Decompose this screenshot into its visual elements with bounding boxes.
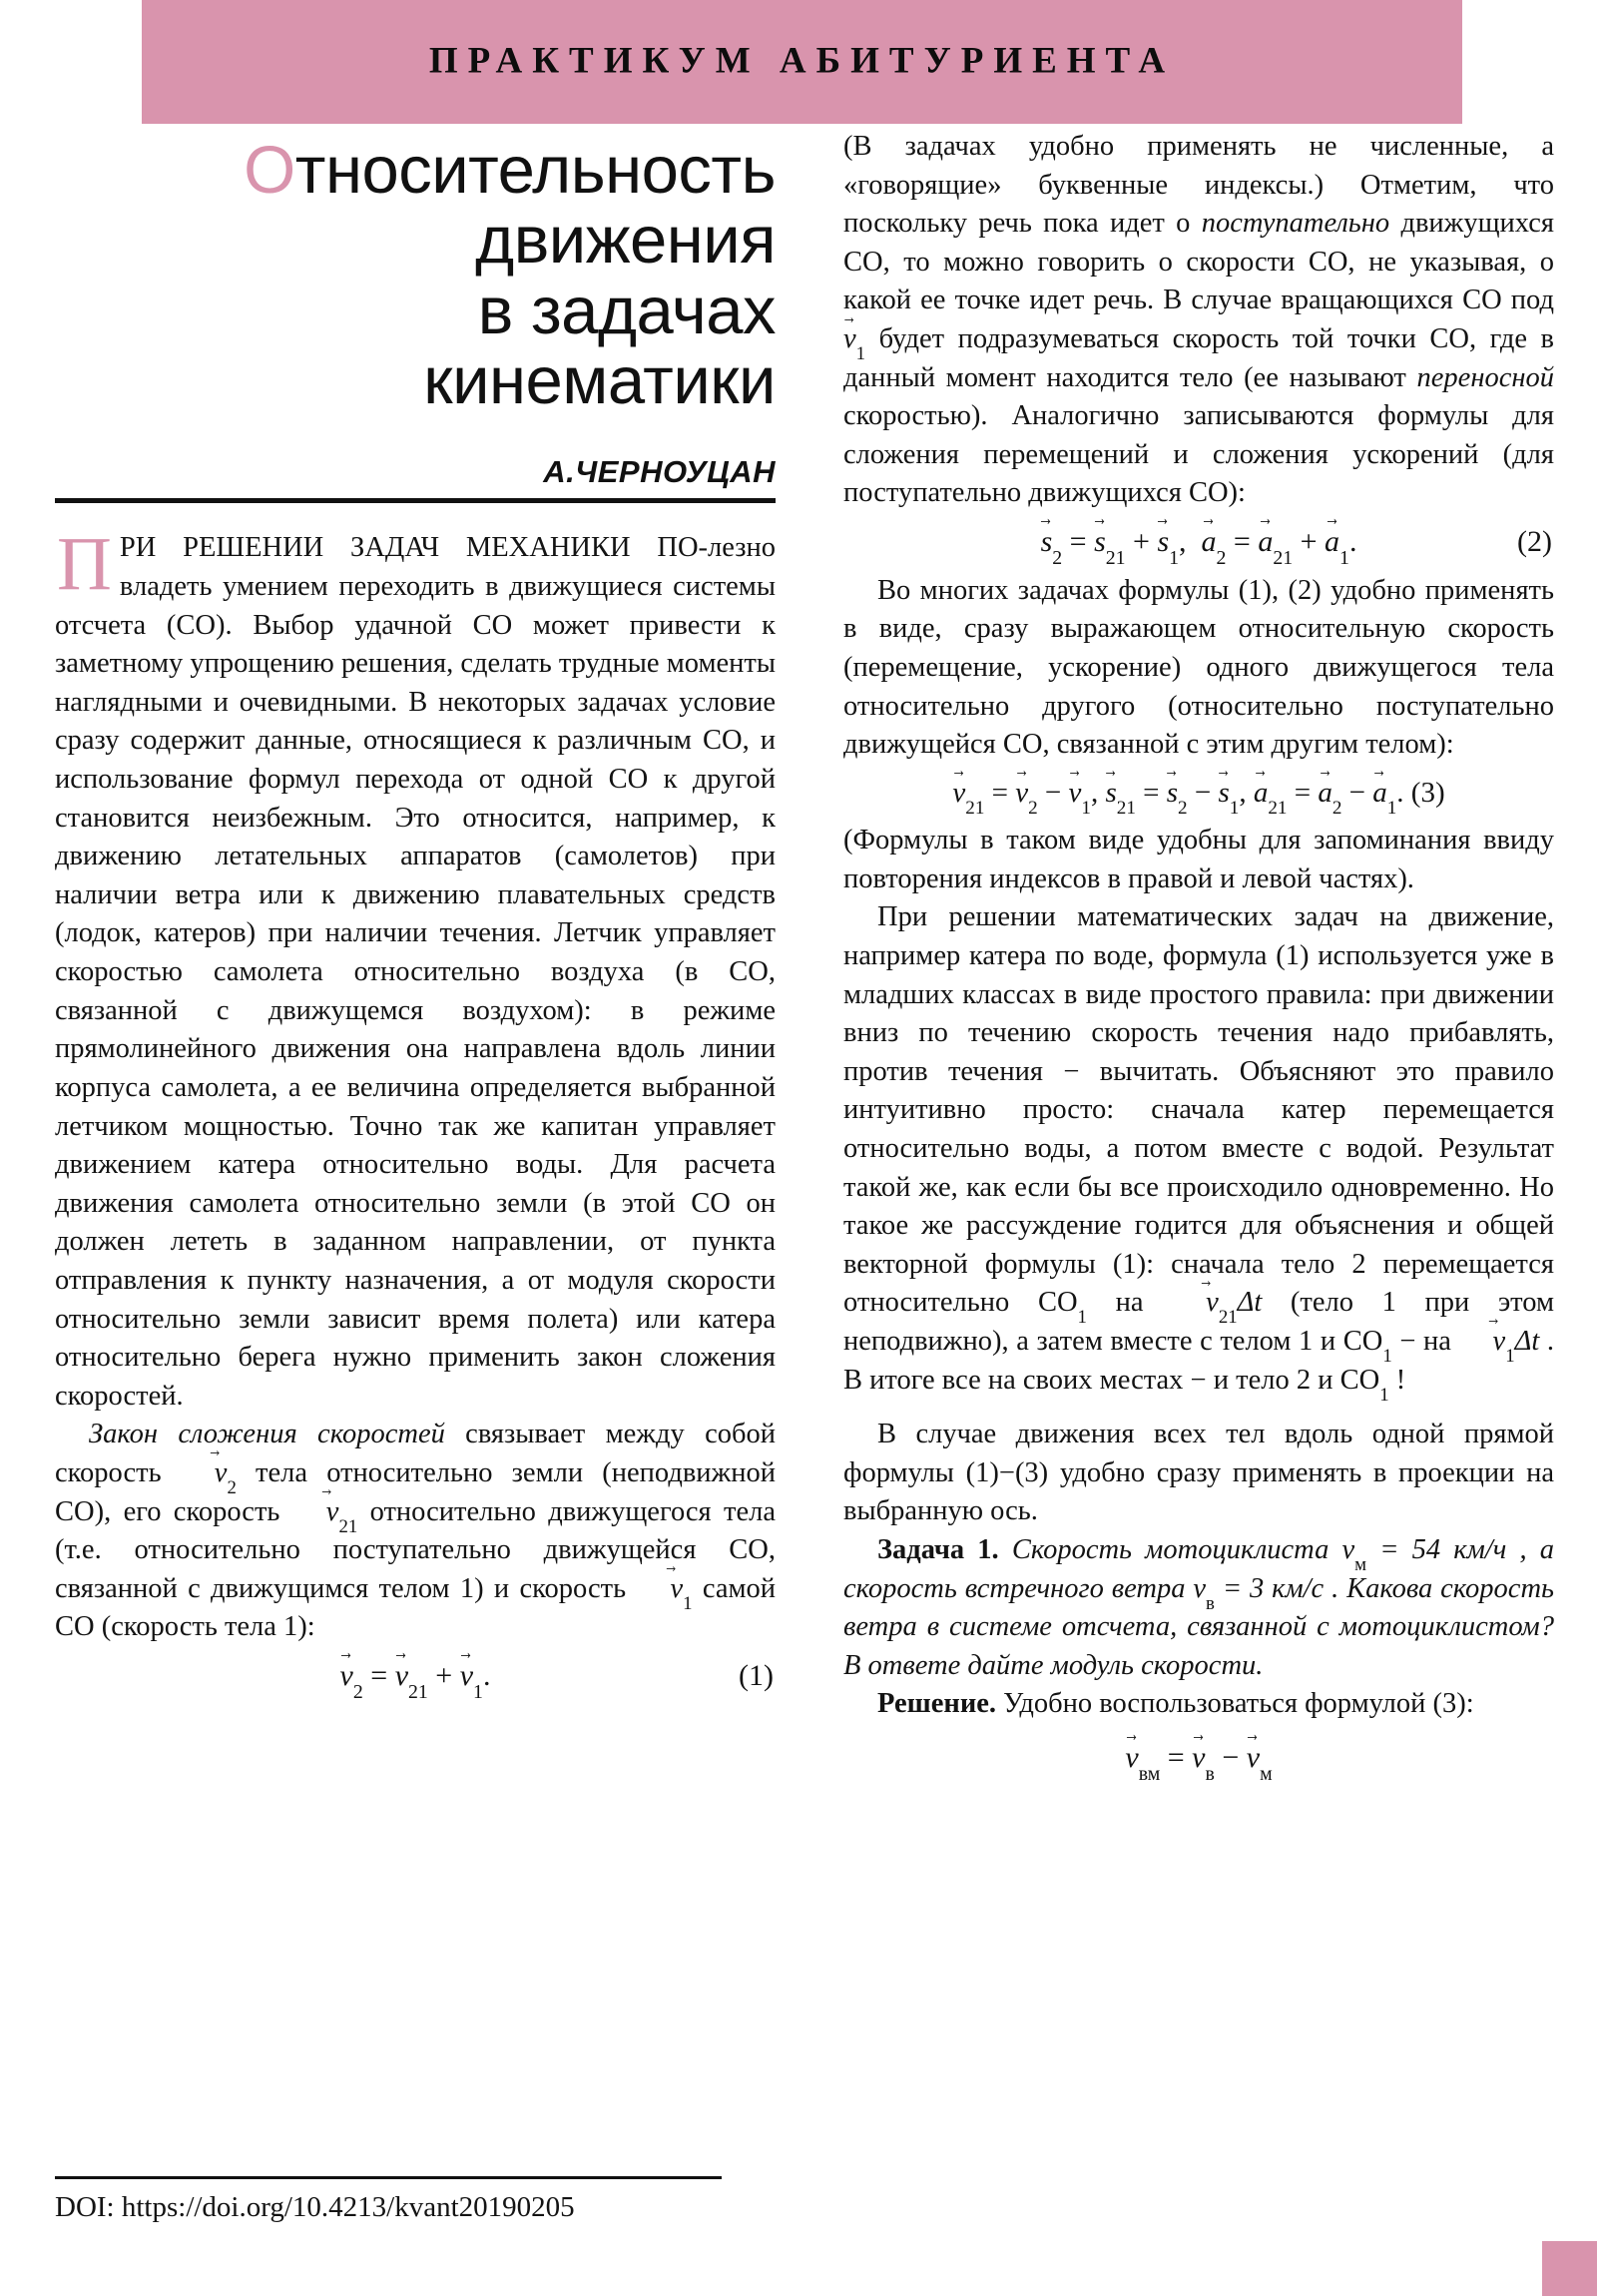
right-column-body xyxy=(843,128,1555,1785)
formula3-a2-symbol: a xyxy=(1318,776,1332,809)
solution-text: Удобно воспользоваться формулой (3): xyxy=(996,1688,1474,1720)
emphasis-translational: поступательно xyxy=(1201,208,1390,240)
formula1-period: . xyxy=(482,1659,491,1693)
formula3-a1-sub: 1 xyxy=(1386,797,1397,819)
author-name: А.ЧЕРНОУЦАН xyxy=(543,454,776,490)
formula1-term2 xyxy=(460,1656,473,1697)
vector-v21-dt xyxy=(1172,1284,1219,1323)
vector-v1-rotating-symbol: v xyxy=(843,323,856,355)
formula3-s1-symbol: s xyxy=(1218,776,1230,809)
formula1-plus: + xyxy=(435,1659,453,1693)
formula2-eq2: = xyxy=(1233,525,1251,559)
formula4-lhs-sub: вм xyxy=(1138,1762,1161,1785)
doi-label: DOI: xyxy=(55,2191,115,2223)
emphasis-law-name: Закон сложения скоростей xyxy=(89,1419,445,1450)
paragraph-problem-1 xyxy=(843,1531,1554,1685)
footer-doi xyxy=(55,2176,776,2224)
formula3-number: (3) xyxy=(1410,776,1445,809)
vector-v2-inline xyxy=(181,1454,228,1493)
formula1-lhs xyxy=(340,1656,353,1697)
left-column xyxy=(55,128,776,2254)
formula4-term2 xyxy=(1247,1738,1260,1779)
formula3-a1 xyxy=(1372,774,1387,813)
formula2-comma: , xyxy=(1179,525,1187,559)
vector-v1-sub: 1 xyxy=(683,1592,693,1614)
formula3-a21-symbol: a xyxy=(1253,776,1269,809)
para-r1-a: (В задачах удобно применять не численные, а «говорящие» буквенные индексы.) Отметим, что поскольку речь пока идет о xyxy=(843,131,1554,240)
formula3-a2-sub: 2 xyxy=(1331,797,1342,819)
formula3-period: . xyxy=(1396,776,1404,809)
formula4-term2-sub: м xyxy=(1260,1762,1273,1785)
vector-v1-dt-sub: 1 xyxy=(1505,1345,1515,1367)
problem-text-c: . Какова скорость ветра в системе отсчета, связанной с мотоциклистом? В ответе дайте модуль скорости. xyxy=(843,1572,1554,1681)
formula3-s21-symbol: s xyxy=(1105,776,1117,809)
para-r4-e: . В итоге все на своих местах − и тело 2 и xyxy=(843,1325,1554,1396)
formula3-v2-symbol: v xyxy=(1015,776,1029,809)
formula-4 xyxy=(843,1738,1554,1785)
formula3-s2 xyxy=(1167,774,1178,813)
vector-v1-symbol: v xyxy=(670,1572,684,1604)
formula-2 xyxy=(843,522,1554,569)
paragraph-intro-body: лезно владеть умением переходить в движущиеся системы отсчета (СО). Выбор удачной СО может привести к заметному упрощению решения, сделать трудные моменты наглядными и очевидными. В некоторых задачах условие сразу содержит данные, относящиеся к различным СО, и использование формул перехода от одной СО к другой становится неизбежным. Это относится, например, к движению летательных аппаратов (самолетов) при наличии ветра или к движению плавательных средств (лодок, катеров) при наличии течения. Летчик управляет скоростью самолета относительно воздуха (в СО, связанной с движущемся воздухом): в режиме прямолинейного движения она направлена вдоль линии корпуса самолета, а ее величина определяется выбранной летчиком мощностью. Точно так же капитан управляет движением катера относительно воды. Для расчета движения самолета относительно земли (в этой СО он должен лететь в заданном направлении, от пункта отправления к пункту назначения, а от модуля скорости относительно земли зависит время полета) или катера относительно берега нужно применить закон сложения скоростей. xyxy=(55,532,776,1412)
vector-v1-inline xyxy=(636,1570,683,1609)
formula3-minus1: − xyxy=(1044,776,1062,809)
corner-decoration xyxy=(1542,2241,1597,2296)
formula3-comma1: , xyxy=(1090,776,1099,809)
formula4-term1-sub: в xyxy=(1205,1762,1215,1785)
paragraph-relative-form: Во многих задачах формулы (1), (2) удобно применять в виде, сразу выражающем относительную скорость (перемещение, ускорение) одного движущегося тела относительно другого (относительно поступательно движущейся СО, связанной с этим другим телом): xyxy=(843,574,1554,761)
formula2-s21-sub: 21 xyxy=(1105,546,1126,569)
formula3-s2-sub: 2 xyxy=(1178,797,1188,819)
vector-v2-sub: 2 xyxy=(227,1476,237,1498)
formula1-term2-symbol: v xyxy=(459,1659,474,1693)
formula4-minus: − xyxy=(1222,1741,1240,1775)
paragraph-intro-lead: РИ РЕШЕНИИ ЗАДАЧ МЕХАНИКИ ПО- xyxy=(119,532,709,564)
formula4-term1-symbol: v xyxy=(1192,1741,1206,1775)
formula2-a1-sub: 1 xyxy=(1339,546,1349,569)
formula1-term2-sub: 1 xyxy=(473,1680,483,1703)
formula3-s2-symbol: s xyxy=(1166,776,1179,809)
paragraph-velocity-law xyxy=(55,1416,776,1647)
vector-v21-dt-sub: 21 xyxy=(1218,1307,1238,1329)
formula2-s2-symbol: s xyxy=(1040,525,1053,559)
page-title xyxy=(55,128,776,419)
section-banner xyxy=(142,0,1462,124)
formula3-s21-sub: 21 xyxy=(1116,797,1136,819)
problem-vm-symbol: v xyxy=(1341,1534,1355,1566)
problem-vm-value: = 54 км/ч xyxy=(1366,1534,1520,1566)
vector-v1-rotating xyxy=(843,320,856,359)
formula3-minus2: − xyxy=(1194,776,1212,809)
problem-vv-symbol: v xyxy=(1193,1572,1207,1604)
formula2-s2 xyxy=(1041,522,1053,563)
para2-b: тела относительно земли (неподвижной СО), его скорость xyxy=(55,1457,776,1527)
formula3-v21-sub: 21 xyxy=(965,797,985,819)
problem-text-b: , а скорость встречного ветра xyxy=(843,1534,1554,1604)
para-r4-co2-sub: 1 xyxy=(1382,1345,1392,1367)
delta-t-1: Δt xyxy=(1237,1287,1263,1319)
formula-3 xyxy=(843,774,1554,819)
para2-c: относительно движущегося тела (т.е. относительно поступательно движущейся СО, связанной с движущимся телом 1) и скорость xyxy=(55,1495,776,1604)
formula1-equals: = xyxy=(370,1659,388,1693)
formula2-s2-sub: 2 xyxy=(1052,546,1063,569)
emphasis-transfer-velocity: переносной xyxy=(1416,361,1554,393)
vector-v1-rotating-sub: 1 xyxy=(855,343,866,364)
drop-cap-letter: П xyxy=(57,522,112,607)
delta-t-2: Δt xyxy=(1514,1325,1540,1357)
para-r4-co3: СО xyxy=(1339,1364,1380,1396)
formula2-s1-symbol: s xyxy=(1157,525,1170,559)
doi-line xyxy=(55,2191,776,2224)
title-line-1 xyxy=(55,133,776,208)
formula4-lhs-symbol: v xyxy=(1125,1741,1139,1775)
formula1-number: (1) xyxy=(739,1659,774,1693)
formula2-plus1: + xyxy=(1133,525,1150,559)
problem-vv-sub: в xyxy=(1206,1592,1215,1614)
paragraph-indices xyxy=(843,128,1554,513)
title-line-1-rest: тносительность xyxy=(294,133,776,208)
vector-v21-dt-symbol: v xyxy=(1206,1287,1219,1319)
para-r4-b: на xyxy=(1086,1287,1173,1319)
formula2-eq1: = xyxy=(1069,525,1087,559)
formula2-a21-sub: 21 xyxy=(1273,546,1294,569)
vector-v21-inline xyxy=(292,1493,339,1532)
formula1-lhs-sub: 2 xyxy=(352,1680,363,1703)
footer-divider xyxy=(55,2176,722,2179)
para-r4-co3-sub: 1 xyxy=(1379,1384,1389,1406)
formula3-v1-sub: 1 xyxy=(1081,797,1091,819)
left-column-body xyxy=(55,522,777,1703)
formula2-a1 xyxy=(1325,522,1339,563)
paragraph-boat-rule xyxy=(843,898,1555,1406)
formula3-s1 xyxy=(1218,774,1229,813)
formula3-a1-symbol: a xyxy=(1372,776,1387,809)
formula1-term1 xyxy=(395,1656,408,1697)
formula2-period: . xyxy=(1348,525,1357,559)
formula3-v2 xyxy=(1015,774,1028,813)
formula2-a21 xyxy=(1258,522,1273,563)
paragraph-projection: В случае движения всех тел вдоль одной прямой формулы (1)−(3) удобно сразу применять в проекции на выбранную ось. xyxy=(843,1419,1554,1527)
formula3-eq1: = xyxy=(991,776,1008,809)
title-initial: О xyxy=(244,133,295,208)
problem-vm-sub: м xyxy=(1354,1553,1367,1575)
vector-v1-dt-symbol: v xyxy=(1492,1325,1506,1357)
problem-text-a: Скорость мотоциклиста xyxy=(998,1534,1342,1566)
formula1-lhs-symbol: v xyxy=(339,1659,353,1693)
formula2-a1-symbol: a xyxy=(1325,525,1340,559)
paragraph-solution xyxy=(843,1685,1554,1724)
formula2-a2-symbol: a xyxy=(1201,525,1217,559)
vector-v21-symbol: v xyxy=(325,1495,339,1527)
formula2-a2 xyxy=(1202,522,1217,563)
solution-label: Решение. xyxy=(877,1688,997,1720)
title-line-2: движения xyxy=(475,203,776,279)
doi-url[interactable]: https://doi.org/10.4213/kvant20190205 xyxy=(121,2191,575,2223)
formula2-a2-sub: 2 xyxy=(1216,546,1227,569)
formula3-v1-symbol: v xyxy=(1068,776,1082,809)
para-r1-b: движущихся СО, то можно говорить о скорости СО, не указывая, о какой ее точке идет речь. В случае вращающихся СО под xyxy=(843,208,1554,316)
problem-vv-value: = 3 км/с xyxy=(1214,1572,1332,1604)
formula3-v21-symbol: v xyxy=(952,776,966,809)
para-r1-d: скоростью). Аналогично записываются формулы для сложения перемещений и сложения ускорений (для поступательно движущихся СО): xyxy=(843,400,1554,509)
title-line-4: кинематики xyxy=(423,343,776,419)
formula4-term2-symbol: v xyxy=(1246,1741,1261,1775)
problem-label: Задача 1. xyxy=(877,1534,999,1566)
para-r4-f: ! xyxy=(1388,1364,1406,1396)
formula4-equals: = xyxy=(1167,1741,1185,1775)
para-r4-d: − на xyxy=(1391,1325,1459,1357)
formula3-comma2: , xyxy=(1239,776,1247,809)
banner-title: ПРАКТИКУМ АБИТУРИЕНТА xyxy=(428,40,1176,82)
vector-v21-sub: 21 xyxy=(338,1515,358,1537)
formula3-s21 xyxy=(1105,774,1116,813)
formula3-a21 xyxy=(1254,774,1269,813)
formula3-v1 xyxy=(1069,774,1082,813)
formula3-v2-sub: 2 xyxy=(1028,797,1038,819)
formula1-term1-symbol: v xyxy=(394,1659,409,1693)
para-r4-c: (тело 1 при этом неподвижно), а затем вместе с телом 1 и xyxy=(843,1287,1555,1357)
para-r4-co1-sub: 1 xyxy=(1077,1307,1087,1329)
paragraph-intro xyxy=(55,522,776,1416)
para-r4-co2: СО xyxy=(1342,1325,1383,1357)
formula4-term1 xyxy=(1192,1738,1205,1779)
formula1-term1-sub: 21 xyxy=(408,1680,428,1703)
formula3-a2 xyxy=(1318,774,1332,813)
paragraph-memorization: (Формулы в таком виде удобны для запоминания ввиду повторения индексов в правой и левой частях). xyxy=(843,825,1554,894)
formula3-v21 xyxy=(952,774,965,813)
formula3-eq3: = xyxy=(1294,776,1312,809)
formula2-s1-sub: 1 xyxy=(1169,546,1180,569)
right-column xyxy=(843,128,1554,2264)
vector-v1-dt xyxy=(1459,1323,1506,1362)
vector-v2-symbol: v xyxy=(214,1457,228,1488)
formula-1 xyxy=(55,1656,776,1703)
title-line-3: в задачах xyxy=(477,273,776,348)
para2-d: самой СО (скорость тела 1): xyxy=(55,1572,777,1643)
formula2-a21-symbol: a xyxy=(1258,525,1274,559)
para-r1-c: будет подразумеваться скорость той точки СО, где в данный момент находится тело (ее называют xyxy=(843,323,1554,393)
formula2-s21 xyxy=(1094,522,1106,563)
formula2-plus2: + xyxy=(1300,525,1318,559)
formula2-number: (2) xyxy=(1517,525,1552,559)
para2-a: связывает между собой скорость xyxy=(55,1419,776,1488)
formula2-s1 xyxy=(1157,522,1169,563)
formula3-minus3: − xyxy=(1348,776,1365,809)
formula3-a21-sub: 21 xyxy=(1268,797,1288,819)
formula3-s1-sub: 1 xyxy=(1229,797,1240,819)
para-r4-a: При решении математических задач на движение, например катера по воде, формула (1) используется уже в младших классах в виде простого правила: при движении вниз по течению скорость течения надо прибавлять, против течения − вычитать. Объясняют это правило интуитивно просто: сначала катер перемещается относительно воды, а потом вместе с водой. Результат такой же, как если бы все происходило одновременно. Но такое же рассуждение годится для объяснения и общей векторной формулы (1): сначала тело 2 перемещается относительно xyxy=(843,901,1554,1319)
formula4-lhs xyxy=(1125,1738,1138,1779)
formula3-eq2: = xyxy=(1143,776,1160,809)
para-r4-co1: СО xyxy=(1037,1287,1078,1319)
formula2-s21-symbol: s xyxy=(1094,525,1106,559)
title-divider xyxy=(55,498,776,503)
